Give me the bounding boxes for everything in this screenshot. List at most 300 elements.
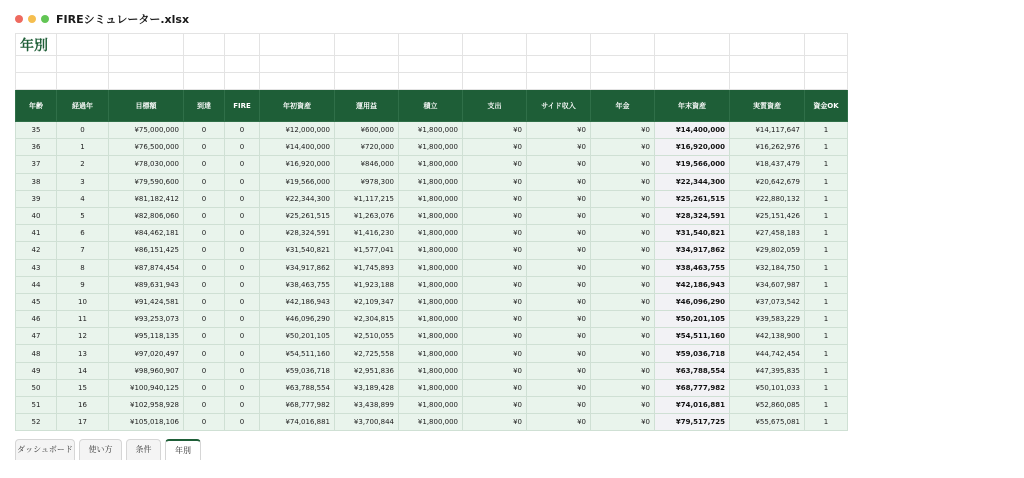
table-cell[interactable]: 0	[225, 225, 260, 242]
table-cell[interactable]: ¥93,253,073	[109, 311, 184, 328]
table-cell[interactable]: ¥2,951,836	[335, 362, 399, 379]
table-cell[interactable]: ¥0	[591, 207, 655, 224]
table-cell[interactable]: ¥0	[527, 328, 591, 345]
table-cell[interactable]: ¥98,960,907	[109, 362, 184, 379]
cell[interactable]	[225, 34, 260, 56]
table-cell[interactable]: 1	[805, 328, 848, 345]
table-cell[interactable]: 0	[184, 362, 225, 379]
table-cell[interactable]: 1	[805, 207, 848, 224]
cell[interactable]	[463, 73, 527, 90]
table-cell[interactable]: 0	[225, 173, 260, 190]
table-cell[interactable]: 0	[184, 397, 225, 414]
table-cell[interactable]: ¥38,463,755	[260, 276, 335, 293]
table-cell[interactable]: 0	[225, 362, 260, 379]
table-cell[interactable]: ¥87,874,454	[109, 259, 184, 276]
table-cell[interactable]: ¥1,800,000	[399, 207, 463, 224]
cell[interactable]	[184, 34, 225, 56]
table-cell[interactable]: ¥1,800,000	[399, 414, 463, 431]
table-cell[interactable]: ¥86,151,425	[109, 242, 184, 259]
table-cell[interactable]: 0	[225, 293, 260, 310]
table-cell[interactable]: 15	[57, 379, 109, 396]
table-cell[interactable]: 0	[225, 397, 260, 414]
table-cell[interactable]: ¥3,438,899	[335, 397, 399, 414]
cell[interactable]	[57, 56, 109, 73]
table-cell[interactable]: 45	[16, 293, 57, 310]
cell[interactable]	[655, 73, 730, 90]
table-cell[interactable]: ¥29,802,059	[730, 242, 805, 259]
table-cell[interactable]: ¥82,806,060	[109, 207, 184, 224]
table-cell[interactable]: ¥79,517,725	[655, 414, 730, 431]
table-cell[interactable]: ¥0	[463, 276, 527, 293]
table-cell[interactable]: ¥0	[527, 345, 591, 362]
table-cell[interactable]: 9	[57, 276, 109, 293]
table-cell[interactable]: ¥0	[463, 328, 527, 345]
table-cell[interactable]: 38	[16, 173, 57, 190]
table-cell[interactable]: 0	[184, 156, 225, 173]
table-cell[interactable]: ¥0	[527, 276, 591, 293]
table-cell[interactable]: ¥52,860,085	[730, 397, 805, 414]
table-cell[interactable]: ¥74,016,881	[260, 414, 335, 431]
table-cell[interactable]: 8	[57, 259, 109, 276]
table-cell[interactable]: 0	[184, 259, 225, 276]
table-cell[interactable]: ¥0	[463, 225, 527, 242]
table-cell[interactable]: ¥0	[527, 139, 591, 156]
table-cell[interactable]: 1	[805, 276, 848, 293]
table-cell[interactable]: ¥44,742,454	[730, 345, 805, 362]
cell[interactable]	[225, 73, 260, 90]
table-cell[interactable]: 7	[57, 242, 109, 259]
table-cell[interactable]: ¥76,500,000	[109, 139, 184, 156]
table-cell[interactable]: ¥1,800,000	[399, 397, 463, 414]
sheet-title-cell[interactable]: 年別	[16, 34, 57, 56]
cell[interactable]	[730, 56, 805, 73]
table-cell[interactable]: ¥0	[527, 414, 591, 431]
table-cell[interactable]: 1	[805, 173, 848, 190]
table-cell[interactable]: ¥39,583,229	[730, 311, 805, 328]
table-cell[interactable]: 51	[16, 397, 57, 414]
table-cell[interactable]: ¥25,261,515	[260, 207, 335, 224]
table-cell[interactable]: ¥720,000	[335, 139, 399, 156]
table-cell[interactable]: ¥89,631,943	[109, 276, 184, 293]
table-cell[interactable]: ¥0	[591, 345, 655, 362]
table-cell[interactable]: 0	[184, 311, 225, 328]
table-cell[interactable]: ¥12,000,000	[260, 122, 335, 139]
table-cell[interactable]: ¥42,186,943	[655, 276, 730, 293]
cell[interactable]	[184, 56, 225, 73]
table-cell[interactable]: ¥0	[527, 173, 591, 190]
cell[interactable]	[463, 56, 527, 73]
table-cell[interactable]: 17	[57, 414, 109, 431]
column-header[interactable]: 到達	[184, 90, 225, 122]
table-cell[interactable]: ¥42,186,943	[260, 293, 335, 310]
table-cell[interactable]: ¥0	[527, 259, 591, 276]
table-cell[interactable]: 12	[57, 328, 109, 345]
table-cell[interactable]: ¥37,073,542	[730, 293, 805, 310]
table-cell[interactable]: ¥19,566,000	[655, 156, 730, 173]
cell[interactable]	[260, 73, 335, 90]
table-cell[interactable]: ¥846,000	[335, 156, 399, 173]
cell[interactable]	[399, 73, 463, 90]
table-cell[interactable]: ¥25,151,426	[730, 207, 805, 224]
table-cell[interactable]: ¥0	[591, 225, 655, 242]
table-cell[interactable]: ¥0	[591, 293, 655, 310]
cell[interactable]	[591, 73, 655, 90]
table-cell[interactable]: 0	[184, 345, 225, 362]
table-cell[interactable]: 42	[16, 242, 57, 259]
table-cell[interactable]: 37	[16, 156, 57, 173]
table-cell[interactable]: ¥0	[591, 139, 655, 156]
table-cell[interactable]: 48	[16, 345, 57, 362]
cell[interactable]	[16, 73, 57, 90]
table-cell[interactable]: 0	[225, 242, 260, 259]
table-cell[interactable]: 0	[184, 122, 225, 139]
table-cell[interactable]: ¥68,777,982	[655, 379, 730, 396]
table-cell[interactable]: ¥0	[591, 414, 655, 431]
table-cell[interactable]: ¥0	[463, 173, 527, 190]
table-cell[interactable]: ¥1,800,000	[399, 379, 463, 396]
table-cell[interactable]: 10	[57, 293, 109, 310]
table-cell[interactable]: ¥28,324,591	[655, 207, 730, 224]
table-cell[interactable]: ¥28,324,591	[260, 225, 335, 242]
table-cell[interactable]: ¥50,101,033	[730, 379, 805, 396]
table-cell[interactable]: 0	[225, 311, 260, 328]
table-cell[interactable]: 0	[225, 259, 260, 276]
minimize-window-button[interactable]	[28, 15, 36, 23]
table-cell[interactable]: 0	[57, 122, 109, 139]
table-cell[interactable]: 13	[57, 345, 109, 362]
table-cell[interactable]: ¥0	[463, 156, 527, 173]
cell[interactable]	[109, 56, 184, 73]
table-cell[interactable]: ¥75,000,000	[109, 122, 184, 139]
table-cell[interactable]: ¥978,300	[335, 173, 399, 190]
table-cell[interactable]: ¥3,189,428	[335, 379, 399, 396]
table-cell[interactable]: 0	[184, 225, 225, 242]
table-cell[interactable]: 1	[805, 156, 848, 173]
table-cell[interactable]: 0	[225, 190, 260, 207]
table-cell[interactable]: ¥0	[591, 242, 655, 259]
table-cell[interactable]: ¥0	[527, 311, 591, 328]
cell[interactable]	[335, 34, 399, 56]
table-cell[interactable]: ¥32,184,750	[730, 259, 805, 276]
column-header[interactable]: 資金OK	[805, 90, 848, 122]
table-cell[interactable]: ¥0	[463, 293, 527, 310]
table-cell[interactable]: ¥0	[591, 156, 655, 173]
table-cell[interactable]: ¥31,540,821	[655, 225, 730, 242]
table-cell[interactable]: 1	[805, 139, 848, 156]
table-cell[interactable]: ¥22,880,132	[730, 190, 805, 207]
table-cell[interactable]: 1	[805, 397, 848, 414]
table-cell[interactable]: 49	[16, 362, 57, 379]
table-cell[interactable]: 39	[16, 190, 57, 207]
cell[interactable]	[335, 56, 399, 73]
table-cell[interactable]: ¥0	[463, 139, 527, 156]
column-header[interactable]: FIRE	[225, 90, 260, 122]
table-cell[interactable]: ¥97,020,497	[109, 345, 184, 362]
table-cell[interactable]: 0	[184, 242, 225, 259]
table-cell[interactable]: 1	[805, 293, 848, 310]
table-cell[interactable]: ¥22,344,300	[655, 173, 730, 190]
table-cell[interactable]: ¥2,109,347	[335, 293, 399, 310]
table-cell[interactable]: ¥0	[527, 207, 591, 224]
cell[interactable]	[260, 56, 335, 73]
column-header[interactable]: 年金	[591, 90, 655, 122]
table-cell[interactable]: ¥0	[463, 122, 527, 139]
column-header[interactable]: サイド収入	[527, 90, 591, 122]
table-cell[interactable]: ¥0	[463, 362, 527, 379]
cell[interactable]	[260, 34, 335, 56]
table-cell[interactable]: ¥50,201,105	[655, 311, 730, 328]
table-cell[interactable]: ¥27,458,183	[730, 225, 805, 242]
column-header[interactable]: 実質資産	[730, 90, 805, 122]
column-header[interactable]: 積立	[399, 90, 463, 122]
table-cell[interactable]: ¥1,577,041	[335, 242, 399, 259]
table-cell[interactable]: 1	[805, 190, 848, 207]
table-cell[interactable]: 41	[16, 225, 57, 242]
table-cell[interactable]: ¥0	[527, 122, 591, 139]
table-cell[interactable]: ¥46,096,290	[655, 293, 730, 310]
table-cell[interactable]: ¥0	[591, 397, 655, 414]
table-cell[interactable]: ¥68,777,982	[260, 397, 335, 414]
sheet-tab[interactable]: 年別	[165, 439, 201, 460]
table-cell[interactable]: 1	[805, 414, 848, 431]
table-cell[interactable]: 14	[57, 362, 109, 379]
table-cell[interactable]: ¥19,566,000	[260, 173, 335, 190]
table-cell[interactable]: ¥50,201,105	[260, 328, 335, 345]
table-cell[interactable]: 1	[57, 139, 109, 156]
table-cell[interactable]: ¥1,745,893	[335, 259, 399, 276]
table-cell[interactable]: ¥600,000	[335, 122, 399, 139]
table-cell[interactable]: 0	[225, 207, 260, 224]
table-cell[interactable]: ¥54,511,160	[260, 345, 335, 362]
table-cell[interactable]: 0	[225, 414, 260, 431]
table-cell[interactable]: 0	[184, 293, 225, 310]
table-cell[interactable]: ¥34,917,862	[655, 242, 730, 259]
cell[interactable]	[527, 73, 591, 90]
cell[interactable]	[184, 73, 225, 90]
table-cell[interactable]: ¥14,117,647	[730, 122, 805, 139]
table-cell[interactable]: ¥16,262,976	[730, 139, 805, 156]
table-cell[interactable]: 0	[225, 328, 260, 345]
table-cell[interactable]: ¥22,344,300	[260, 190, 335, 207]
table-cell[interactable]: ¥78,030,000	[109, 156, 184, 173]
table-cell[interactable]: ¥1,263,076	[335, 207, 399, 224]
table-cell[interactable]: ¥0	[463, 345, 527, 362]
sheet-tab[interactable]: 使い方	[79, 439, 122, 460]
cell[interactable]	[527, 56, 591, 73]
table-cell[interactable]: ¥2,304,815	[335, 311, 399, 328]
cell[interactable]	[655, 56, 730, 73]
table-cell[interactable]: ¥14,400,000	[260, 139, 335, 156]
table-cell[interactable]: ¥0	[527, 190, 591, 207]
table-cell[interactable]: ¥1,800,000	[399, 311, 463, 328]
table-cell[interactable]: 0	[184, 173, 225, 190]
table-cell[interactable]: ¥54,511,160	[655, 328, 730, 345]
table-cell[interactable]: ¥1,800,000	[399, 190, 463, 207]
table-cell[interactable]: ¥0	[527, 225, 591, 242]
table-cell[interactable]: 0	[184, 379, 225, 396]
table-cell[interactable]: 1	[805, 242, 848, 259]
table-cell[interactable]: ¥0	[463, 242, 527, 259]
table-cell[interactable]: 0	[225, 276, 260, 293]
cell[interactable]	[109, 34, 184, 56]
table-cell[interactable]: ¥0	[527, 397, 591, 414]
table-cell[interactable]: ¥16,920,000	[655, 139, 730, 156]
table-cell[interactable]: 6	[57, 225, 109, 242]
table-cell[interactable]: ¥18,437,479	[730, 156, 805, 173]
table-cell[interactable]: ¥1,800,000	[399, 293, 463, 310]
table-cell[interactable]: ¥102,958,928	[109, 397, 184, 414]
table-cell[interactable]: ¥0	[591, 259, 655, 276]
table-cell[interactable]: ¥0	[591, 379, 655, 396]
table-cell[interactable]: ¥1,117,215	[335, 190, 399, 207]
table-cell[interactable]: ¥1,800,000	[399, 242, 463, 259]
column-header[interactable]: 年末資産	[655, 90, 730, 122]
table-cell[interactable]: ¥1,416,230	[335, 225, 399, 242]
table-cell[interactable]: 0	[184, 414, 225, 431]
table-cell[interactable]: ¥63,788,554	[655, 362, 730, 379]
table-cell[interactable]: 35	[16, 122, 57, 139]
table-cell[interactable]: 0	[184, 190, 225, 207]
table-cell[interactable]: ¥63,788,554	[260, 379, 335, 396]
table-cell[interactable]: ¥0	[527, 242, 591, 259]
table-cell[interactable]: ¥1,923,188	[335, 276, 399, 293]
table-cell[interactable]: ¥1,800,000	[399, 139, 463, 156]
table-cell[interactable]: 1	[805, 362, 848, 379]
cell[interactable]	[730, 73, 805, 90]
table-cell[interactable]: ¥20,642,679	[730, 173, 805, 190]
table-cell[interactable]: 3	[57, 173, 109, 190]
table-cell[interactable]: ¥38,463,755	[655, 259, 730, 276]
table-cell[interactable]: ¥2,510,055	[335, 328, 399, 345]
cell[interactable]	[527, 34, 591, 56]
table-cell[interactable]: ¥0	[527, 293, 591, 310]
cell[interactable]	[805, 34, 848, 56]
table-cell[interactable]: ¥1,800,000	[399, 122, 463, 139]
table-cell[interactable]: ¥34,917,862	[260, 259, 335, 276]
table-cell[interactable]: ¥0	[463, 414, 527, 431]
table-cell[interactable]: ¥1,800,000	[399, 173, 463, 190]
table-cell[interactable]: ¥1,800,000	[399, 225, 463, 242]
table-cell[interactable]: 0	[225, 139, 260, 156]
table-cell[interactable]: ¥0	[463, 207, 527, 224]
column-header[interactable]: 経過年	[57, 90, 109, 122]
cell[interactable]	[335, 73, 399, 90]
table-cell[interactable]: 0	[225, 379, 260, 396]
table-cell[interactable]: ¥25,261,515	[655, 190, 730, 207]
table-cell[interactable]: 11	[57, 311, 109, 328]
cell[interactable]	[225, 56, 260, 73]
table-cell[interactable]: 1	[805, 311, 848, 328]
table-cell[interactable]: ¥1,800,000	[399, 276, 463, 293]
table-cell[interactable]: 0	[225, 156, 260, 173]
table-cell[interactable]: ¥47,395,835	[730, 362, 805, 379]
cell[interactable]	[16, 56, 57, 73]
table-cell[interactable]: 50	[16, 379, 57, 396]
cell[interactable]	[399, 56, 463, 73]
cell[interactable]	[463, 34, 527, 56]
table-cell[interactable]: 47	[16, 328, 57, 345]
table-cell[interactable]: 0	[184, 207, 225, 224]
table-cell[interactable]: ¥100,940,125	[109, 379, 184, 396]
cell[interactable]	[805, 56, 848, 73]
table-cell[interactable]: 0	[184, 139, 225, 156]
cell[interactable]	[805, 73, 848, 90]
table-cell[interactable]: ¥2,725,558	[335, 345, 399, 362]
table-cell[interactable]: 1	[805, 345, 848, 362]
table-cell[interactable]: 0	[184, 276, 225, 293]
table-cell[interactable]: ¥59,036,718	[655, 345, 730, 362]
table-cell[interactable]: ¥91,424,581	[109, 293, 184, 310]
table-cell[interactable]: ¥95,118,135	[109, 328, 184, 345]
table-cell[interactable]: 40	[16, 207, 57, 224]
table-cell[interactable]: ¥81,182,412	[109, 190, 184, 207]
table-cell[interactable]: ¥55,675,081	[730, 414, 805, 431]
sheet-tab[interactable]: ダッシュボード	[15, 439, 75, 460]
table-cell[interactable]: ¥0	[527, 156, 591, 173]
table-cell[interactable]: 43	[16, 259, 57, 276]
cell[interactable]	[109, 73, 184, 90]
table-cell[interactable]: ¥0	[527, 379, 591, 396]
cell[interactable]	[591, 56, 655, 73]
table-cell[interactable]: ¥42,138,900	[730, 328, 805, 345]
sheet-tab[interactable]: 条件	[126, 439, 161, 460]
column-header[interactable]: 目標額	[109, 90, 184, 122]
table-cell[interactable]: ¥84,462,181	[109, 225, 184, 242]
table-cell[interactable]: ¥31,540,821	[260, 242, 335, 259]
table-cell[interactable]: ¥79,590,600	[109, 173, 184, 190]
table-cell[interactable]: 46	[16, 311, 57, 328]
table-cell[interactable]: 2	[57, 156, 109, 173]
column-header[interactable]: 運用益	[335, 90, 399, 122]
cell[interactable]	[730, 34, 805, 56]
cell[interactable]	[591, 34, 655, 56]
table-cell[interactable]: 5	[57, 207, 109, 224]
table-cell[interactable]: ¥1,800,000	[399, 345, 463, 362]
table-cell[interactable]: ¥0	[591, 328, 655, 345]
table-cell[interactable]: ¥0	[463, 379, 527, 396]
maximize-window-button[interactable]	[41, 15, 49, 23]
table-cell[interactable]: ¥0	[591, 122, 655, 139]
table-cell[interactable]: ¥1,800,000	[399, 259, 463, 276]
table-cell[interactable]: 0	[184, 328, 225, 345]
table-cell[interactable]: ¥1,800,000	[399, 328, 463, 345]
table-cell[interactable]: 1	[805, 225, 848, 242]
table-cell[interactable]: ¥1,800,000	[399, 156, 463, 173]
table-cell[interactable]: ¥74,016,881	[655, 397, 730, 414]
column-header[interactable]: 支出	[463, 90, 527, 122]
close-window-button[interactable]	[15, 15, 23, 23]
cell[interactable]	[57, 34, 109, 56]
table-cell[interactable]: 4	[57, 190, 109, 207]
table-cell[interactable]: ¥59,036,718	[260, 362, 335, 379]
table-cell[interactable]: ¥0	[463, 259, 527, 276]
table-cell[interactable]: ¥0	[591, 362, 655, 379]
table-cell[interactable]: 1	[805, 379, 848, 396]
table-cell[interactable]: 36	[16, 139, 57, 156]
column-header[interactable]: 年齢	[16, 90, 57, 122]
table-cell[interactable]: 44	[16, 276, 57, 293]
table-cell[interactable]: ¥3,700,844	[335, 414, 399, 431]
table-cell[interactable]: ¥0	[591, 311, 655, 328]
table-cell[interactable]: 52	[16, 414, 57, 431]
column-header[interactable]: 年初資産	[260, 90, 335, 122]
table-cell[interactable]: ¥0	[463, 311, 527, 328]
table-cell[interactable]: ¥0	[463, 397, 527, 414]
table-cell[interactable]: 16	[57, 397, 109, 414]
table-cell[interactable]: ¥46,096,290	[260, 311, 335, 328]
table-cell[interactable]: ¥1,800,000	[399, 362, 463, 379]
table-cell[interactable]: 0	[225, 122, 260, 139]
